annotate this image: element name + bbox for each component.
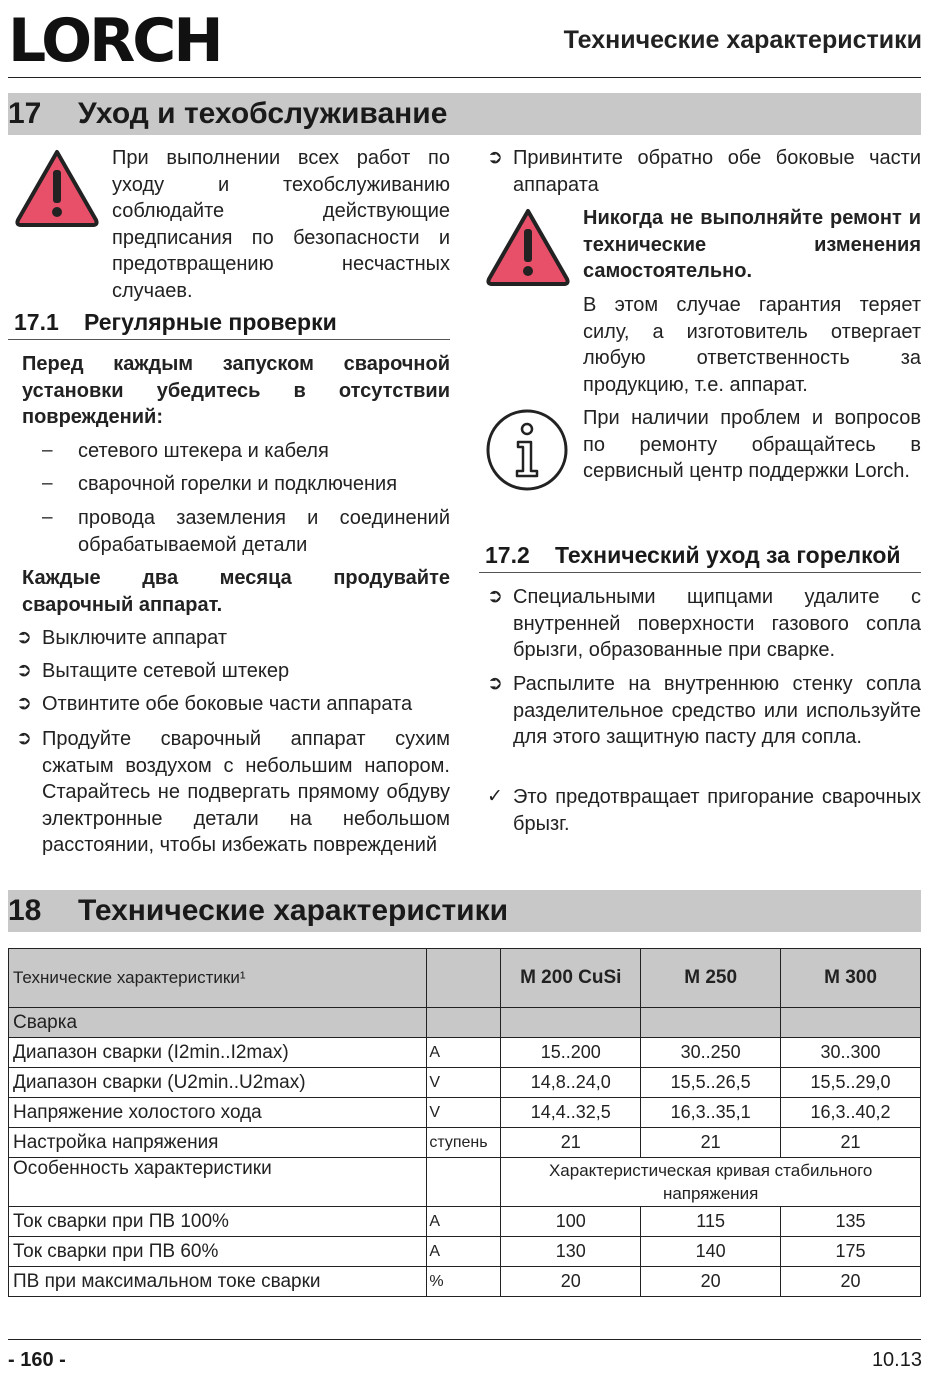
row-unit: V [427,1098,501,1128]
check-intro: Перед каждым запуском сварочной установки убедитесь в отсутствии повреждений: [22,353,450,428]
table-header-model: M 200 CuSi [501,949,641,1008]
arrow-step-icon: ➲ [487,586,503,607]
section-number: 18 [8,894,42,927]
row-unit: V [427,1068,501,1098]
table-row [9,1128,921,1158]
row-value: 175 [781,1237,921,1267]
row-value: 135 [781,1207,921,1237]
subsection-17-1-heading [14,307,450,337]
row-value: 21 [781,1128,921,1158]
row-value: 30..300 [781,1038,921,1068]
subsection-number: 17.2 [485,542,530,568]
row-label: Напряжение холостого хода [9,1098,427,1128]
row-value: 140 [641,1237,781,1267]
row-value: Характеристическая кривая стабильного напряжения [501,1158,921,1207]
warning-triangle-icon [485,207,571,287]
row-value: 130 [501,1237,641,1267]
row-value: 30..250 [641,1038,781,1068]
table-header-model: M 300 [781,949,921,1008]
row-value: 21 [501,1128,641,1158]
section-17-heading [8,93,921,135]
footer-rule [8,1339,921,1340]
group-label: Сварка [9,1008,427,1038]
row-value: 20 [781,1267,921,1297]
table-row [9,1038,921,1068]
row-label: Ток сварки при ПВ 100% [9,1207,427,1237]
row-label: Диапазон сварки (I2min..I2max) [9,1038,427,1068]
subsection-number: 17.1 [14,309,59,335]
row-value: 100 [501,1207,641,1237]
table-header-model: M 250 [641,949,781,1008]
section-title: Технические характеристики [78,894,509,927]
row-value: 14,4..32,5 [501,1098,641,1128]
table-row [9,1158,921,1207]
arrow-step-icon: ➲ [487,673,503,694]
intro-text: При выполнении всех работ по уходу и техобслуживанию соблюдайте действующие предписания по безопасности и предотвращению несчастных случаев. [112,147,450,302]
warning-triangle-icon [14,148,100,228]
row-label: Ток сварки при ПВ 60% [9,1237,427,1267]
row-unit: A [427,1207,501,1237]
section-title: Уход и техобслуживание [78,97,448,130]
row-value: 20 [501,1267,641,1297]
row-value: 16,3..35,1 [641,1098,781,1128]
subsection-rule [8,339,450,340]
arrow-step-icon: ➲ [16,728,32,749]
blow-heading: Каждые два месяца продувайте сварочный аппарат. [22,567,450,616]
section-number: 17 [8,97,42,130]
tech-specs-table [8,948,921,1297]
row-label: Настройка напряжения [9,1128,427,1158]
subsection-title: Технический уход за горелкой [555,542,901,568]
arrow-step-icon: ➲ [16,660,32,681]
row-value: 15,5..26,5 [641,1068,781,1098]
row-label: ПВ при максимальном токе сварки [9,1267,427,1297]
table-row [9,1207,921,1237]
table-row [9,1267,921,1297]
table-row [9,1068,921,1098]
subsection-rule [479,572,921,573]
checkmark-icon: ✓ [487,786,503,807]
dash-marker: – [42,507,53,528]
header-title: Технические характеристики [563,26,922,54]
header-rule [8,77,921,78]
row-value: 14,8..24,0 [501,1068,641,1098]
subsection-17-2-heading [485,540,921,570]
table-header-label: Технические характеристики¹ [9,949,427,1008]
subsection-title: Регулярные проверки [84,309,337,335]
lorch-logo: LORCH [8,6,221,76]
table-header-row [9,949,921,1008]
row-label: Особенность характеристики [9,1158,427,1207]
arrow-step-icon: ➲ [16,627,32,648]
row-unit: A [427,1237,501,1267]
row-unit: ступень [427,1128,501,1158]
row-unit: % [427,1267,501,1297]
row-value: 15..200 [501,1038,641,1068]
dash-marker: – [42,473,53,494]
info-circle-icon [485,408,569,492]
section-18-heading [8,890,921,932]
row-label: Диапазон сварки (U2min..U2max) [9,1068,427,1098]
row-value: 15,5..29,0 [781,1068,921,1098]
table-header-unit [427,949,501,1008]
table-row [9,1098,921,1128]
row-value: 16,3..40,2 [781,1098,921,1128]
edition-date: 10.13 [871,1349,922,1371]
row-unit [427,1158,501,1207]
info-text: При наличии проблем и вопросов по ремонту обращайтесь в сервисный центр поддержки Lorch. [583,407,921,482]
arrow-step-icon: ➲ [487,147,503,168]
row-value: 21 [641,1128,781,1158]
table-group-row [9,1008,921,1038]
row-unit: A [427,1038,501,1068]
page-number: - 160 - [8,1349,66,1371]
arrow-step-icon: ➲ [16,693,32,714]
warning-bold-text: Никогда не выполняйте ремонт и технические изменения самостоятельно. [583,207,921,282]
row-value: 20 [641,1267,781,1297]
warning-text: В этом случае гарантия теряет силу, а изготовитель отвергает любую ответственность за продукцию, т.е. аппарат. [583,294,921,396]
row-value: 115 [641,1207,781,1237]
table-row [9,1237,921,1267]
dash-marker: – [42,440,53,461]
